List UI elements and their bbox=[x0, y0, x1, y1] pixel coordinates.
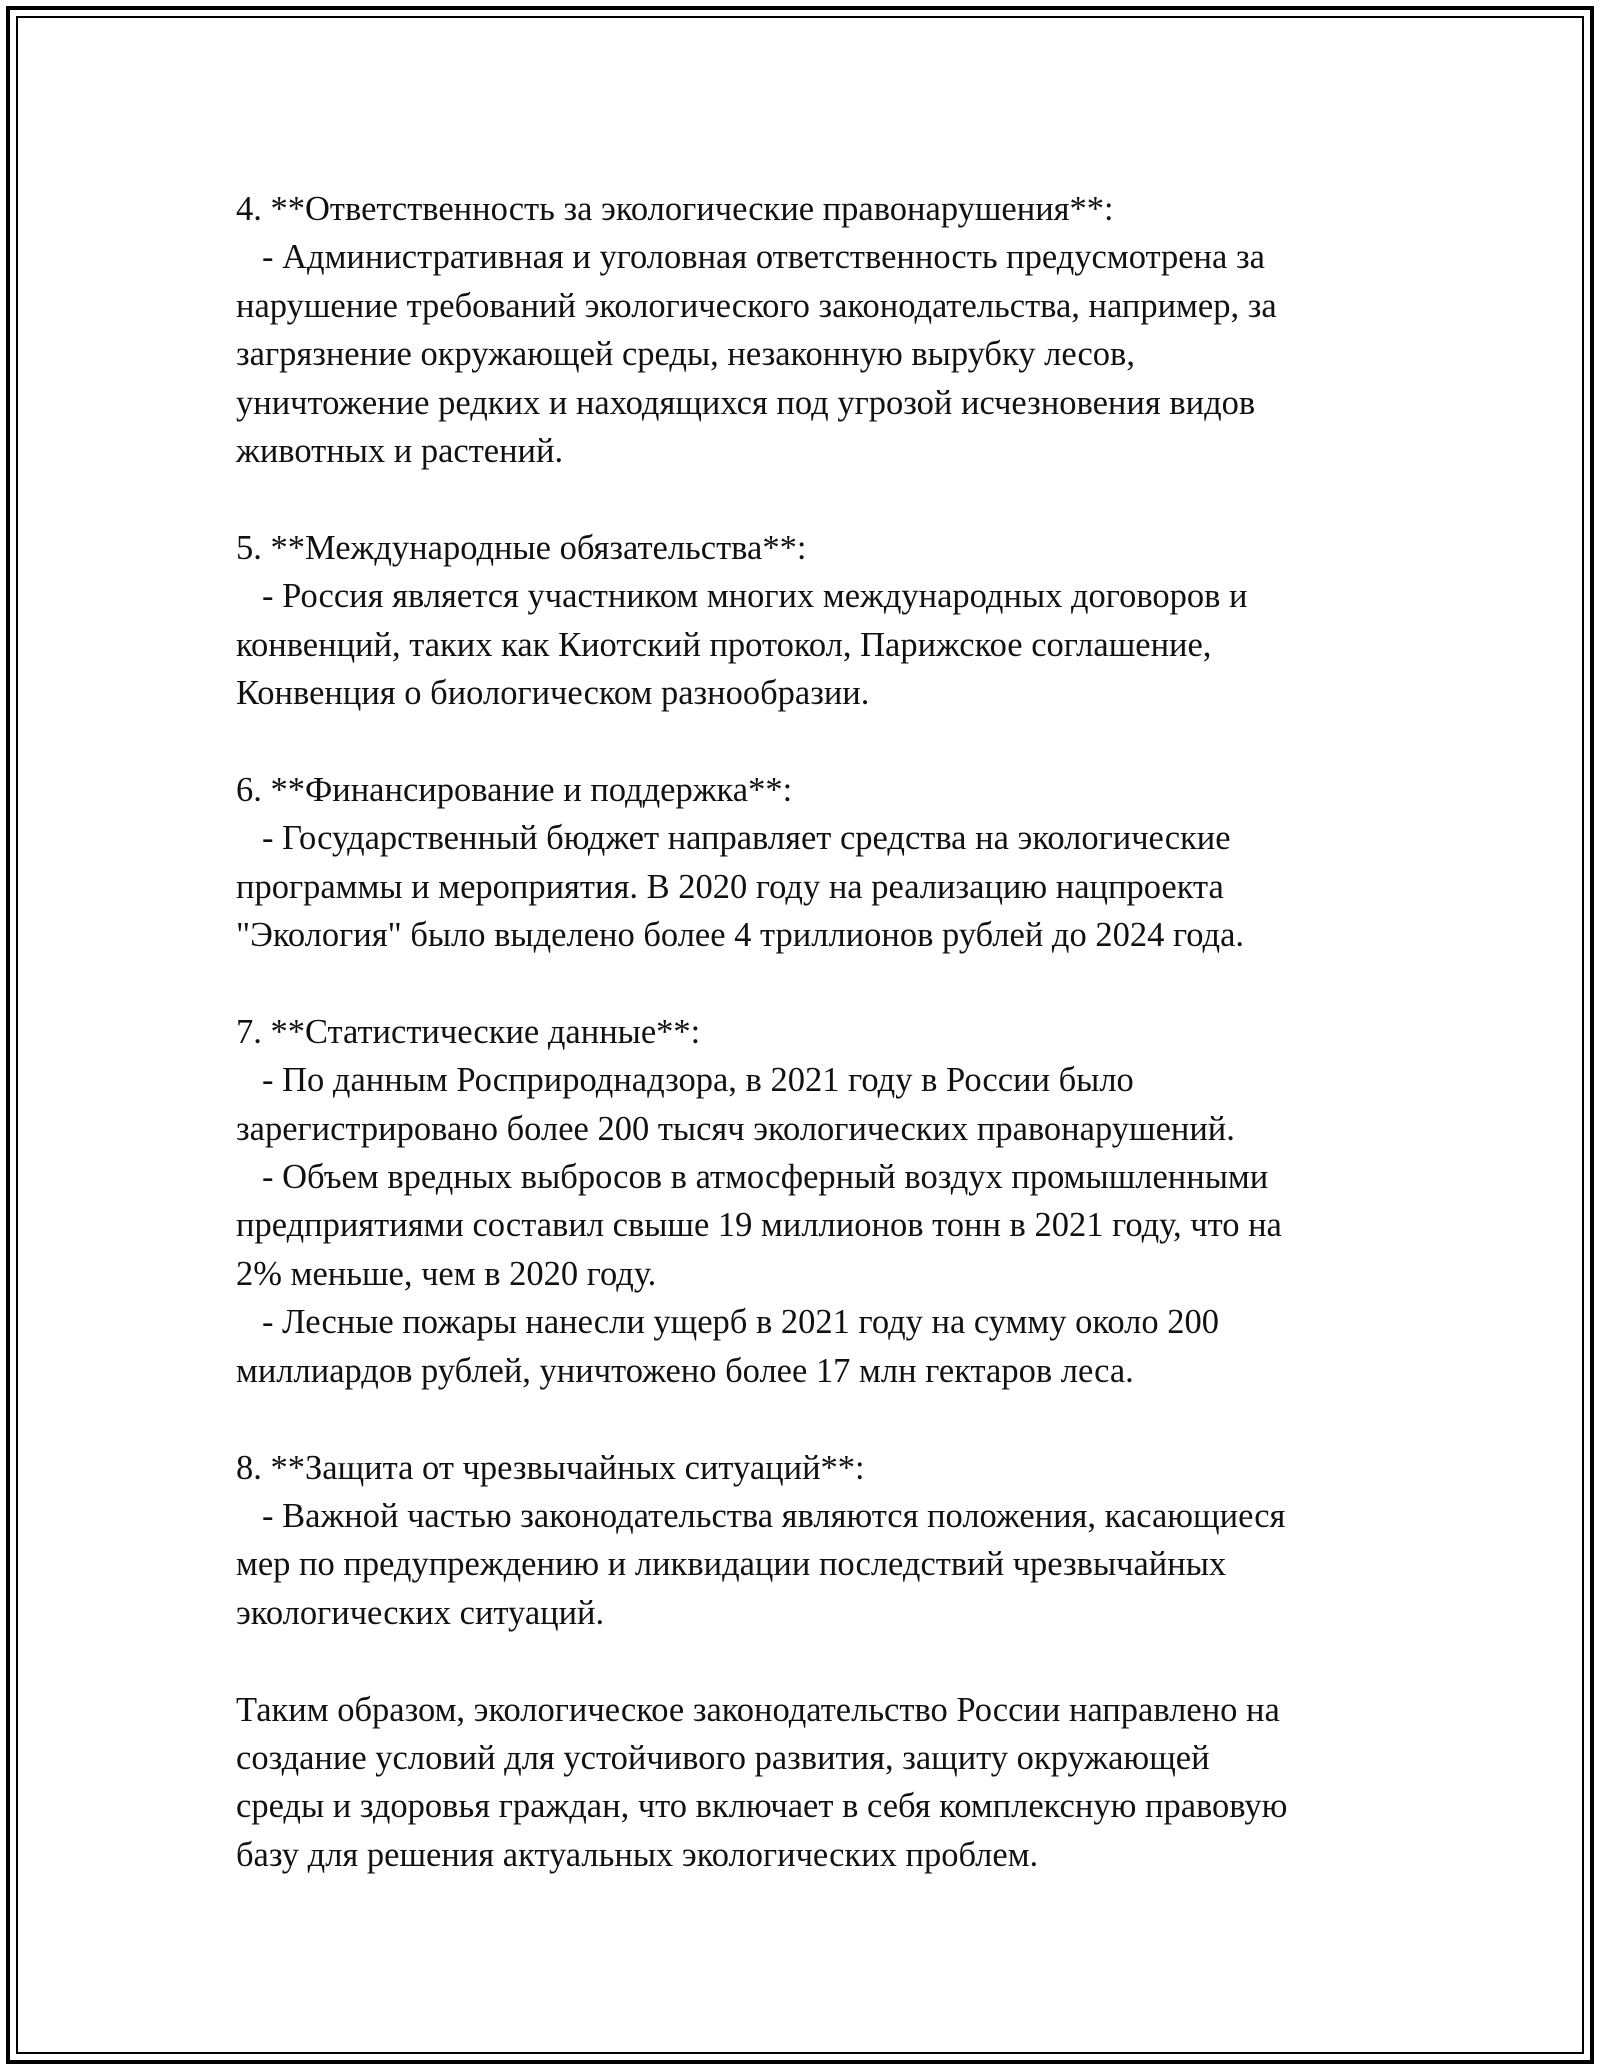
bullet-line: - По данным Росприроднадзора, в 2021 году в России было bbox=[262, 1061, 1134, 1100]
section-funding bbox=[236, 766, 1386, 960]
bullet-line: нарушение требований экологического законодательства, например, за bbox=[236, 286, 1277, 325]
bullet-line: 2% меньше, чем в 2020 году. bbox=[236, 1254, 657, 1293]
bullet-line: - Административная и уголовная ответственность предусмотрена за bbox=[262, 238, 1265, 277]
section-international bbox=[236, 524, 1386, 718]
bullet-line: экологических ситуаций. bbox=[236, 1593, 605, 1632]
bullet-line: - Объем вредных выбросов в атмосферный воздух промышленными bbox=[262, 1158, 1269, 1197]
conclusion-line: среды и здоровья граждан, что включает в себя комплексную правовую bbox=[236, 1787, 1288, 1826]
conclusion-line: создание условий для устойчивого развития, защиту окружающей bbox=[236, 1738, 1210, 1777]
section-heading: 7. **Статистические данные**: bbox=[236, 1012, 701, 1051]
bullet-line: "Экология" было выделено более 4 триллионов рублей до 2024 года. bbox=[236, 916, 1245, 955]
bullet-line: программы и мероприятия. В 2020 году на реализацию нацпроекта bbox=[236, 867, 1224, 906]
bullet-line: - Россия является участником многих международных договоров и bbox=[262, 577, 1248, 616]
section-heading: 8. **Защита от чрезвычайных ситуаций**: bbox=[236, 1448, 865, 1487]
bullet-line: - Государственный бюджет направляет средства на экологические bbox=[262, 819, 1231, 858]
section-statistics bbox=[236, 1008, 1386, 1395]
section-liability bbox=[236, 185, 1386, 475]
bullet-line: предприятиями составил свыше 19 миллионов тонн в 2021 году, что на bbox=[236, 1206, 1282, 1245]
section-heading: 6. **Финансирование и поддержка**: bbox=[236, 770, 793, 809]
bullet-line: животных и растений. bbox=[236, 432, 564, 471]
bullet-line: - Лесные пожары нанесли ущерб в 2021 году на сумму около 200 bbox=[262, 1303, 1219, 1342]
bullet-line: зарегистрировано более 200 тысяч экологических правонарушений. bbox=[236, 1109, 1235, 1148]
bullet-line: загрязнение окружающей среды, незаконную вырубку лесов, bbox=[236, 335, 1135, 374]
bullet-line: Конвенция о биологическом разнообразии. bbox=[236, 674, 870, 713]
bullet-line: - Важной частью законодательства являются положения, касающиеся bbox=[262, 1496, 1286, 1535]
bullet-line: конвенций, таких как Киотский протокол, Парижское соглашение, bbox=[236, 625, 1212, 664]
document-body bbox=[236, 185, 1386, 1928]
bullet-line: мер по предупреждению и ликвидации последствий чрезвычайных bbox=[236, 1545, 1227, 1584]
section-heading: 4. **Ответственность за экологические правонарушения**: bbox=[236, 190, 1114, 228]
section-heading: 5. **Международные обязательства**: bbox=[236, 528, 807, 567]
section-emergency bbox=[236, 1444, 1386, 1638]
bullet-line: уничтожение редких и находящихся под угрозой исчезновения видов bbox=[236, 383, 1256, 422]
conclusion-line: базу для решения актуальных экологических проблем. bbox=[236, 1835, 1039, 1874]
bullet-line: миллиардов рублей, уничтожено более 17 млн гектаров леса. bbox=[236, 1351, 1134, 1390]
conclusion-line: Таким образом, экологическое законодательство России направлено на bbox=[236, 1690, 1280, 1729]
conclusion-paragraph bbox=[236, 1686, 1386, 1880]
